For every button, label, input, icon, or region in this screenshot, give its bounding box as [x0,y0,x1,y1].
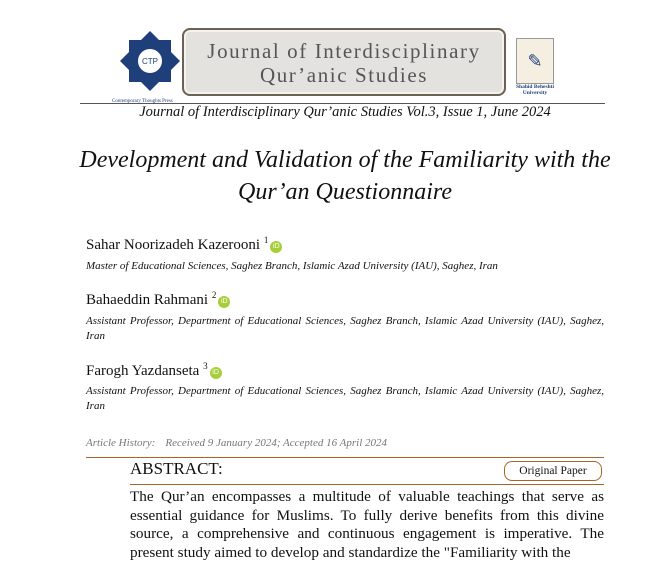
publisher-name: Contemporary Thoughts Press [112,99,173,104]
article-history: Article History: Received 9 January 2024; Accepted 16 April 2024 [86,437,388,449]
abstract-heading: ABSTRACT: [130,459,223,478]
university-name: Shahid Beheshti University [515,84,555,96]
paper-type-badge: Original Paper [504,461,602,481]
divider [130,484,604,485]
journal-banner-line2: Qur’anic Studies [259,63,429,87]
svg-text:CTP: CTP [142,57,158,66]
paper-title: Development and Validation of the Familiarity with the Qur’an Questionnaire [79,147,611,205]
journal-banner-line1: Journal of Interdisciplinary [207,39,481,63]
author-affiliation: Assistant Professor, Department of Educational Sciences, Saghez Branch, Islamic Azad University (IAU), Saghez, Iran [86,315,604,342]
orcid-icon[interactable]: iD [210,367,222,379]
university-logo: ✎ Shahid Beheshti University [513,38,557,100]
author-affiliation: Master of Educational Sciences, Saghez Branch, Islamic Azad University (IAU), Saghez, Iran [86,260,498,272]
orcid-icon[interactable]: iD [270,241,282,253]
orcid-icon[interactable]: iD [218,296,230,308]
publisher-logo [112,28,182,106]
divider [86,457,604,458]
author-name: Sahar Noorizadeh Kazerooni $^1$iD [86,235,282,254]
author-name: Farogh Yazdanseta $^3$iD [86,361,222,380]
journal-banner [182,28,506,96]
abstract-text: The Qur’an encompasses a multitude of valuable teachings that serve as essential guidance for Muslims. To fully derive benefits from this divine source, a comprehensive and continuous engagement is imperative. The present study aimed to develop and standardize the "Familiarity with the [130,488,604,561]
author-name: Bahaeddin Rahmani $^2$iD [86,290,230,309]
author-affiliation: Assistant Professor, Department of Educational Sciences, Saghez Branch, Islamic Azad University (IAU), Saghez, Iran [86,385,604,412]
journal-citation: Journal of Interdisciplinary Qur’anic Studies Vol.3, Issue 1, June 2024 [139,104,551,120]
